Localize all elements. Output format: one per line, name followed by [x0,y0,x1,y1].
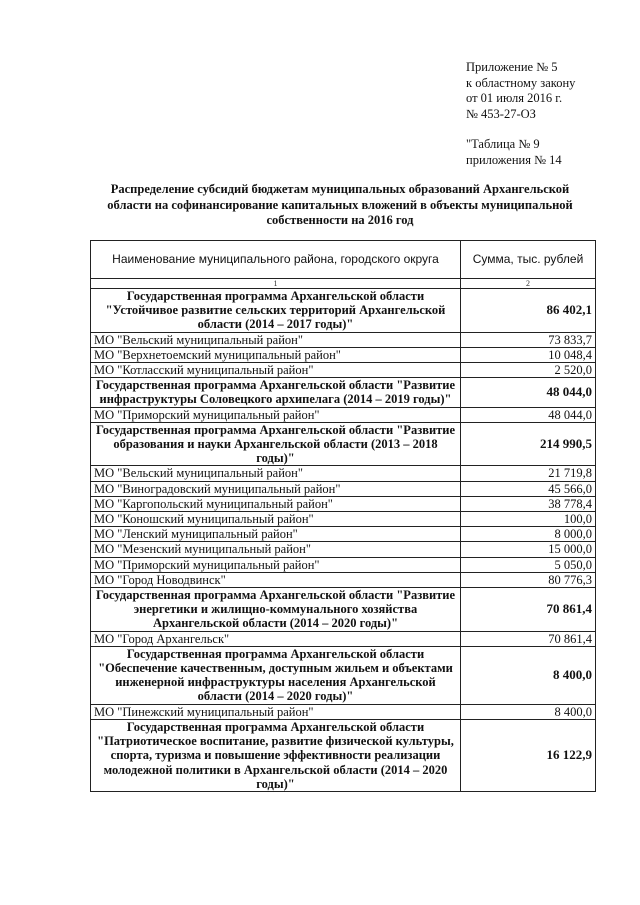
municipality-name: МО "Котласский муниципальный район" [91,363,461,378]
table-row [91,557,596,572]
table-row [91,704,596,719]
program-name: Государственная программа Архангельской области "Патриотическое воспитание, развитие физической культуры, спорта, туризма и повышение эффективности реализации молодежной политики в Архангельской области (2014 – 2020 годы)" [91,719,461,791]
municipality-amount: 15 000,0 [461,542,596,557]
program-row [91,719,596,791]
municipality-name: МО "Приморский муниципальный район" [91,407,461,422]
program-row [91,422,596,466]
table-row [91,512,596,527]
municipality-amount: 45 566,0 [461,481,596,496]
municipality-name: МО "Вельский муниципальный район" [91,332,461,347]
municipality-name: МО "Ленский муниципальный район" [91,527,461,542]
table-row [91,496,596,511]
municipality-amount: 73 833,7 [461,332,596,347]
table-row [91,347,596,362]
table-ref-line: "Таблица № 9 [466,137,540,151]
table-index-row [91,279,596,289]
col-index-1: 1 [91,279,461,289]
program-total: 8 400,0 [461,646,596,704]
program-row [91,646,596,704]
table-row [91,466,596,481]
program-total: 70 861,4 [461,588,596,632]
municipality-amount: 38 778,4 [461,496,596,511]
appendix-line: Приложение № 5 [466,60,558,74]
municipality-amount: 2 520,0 [461,363,596,378]
table-row [91,407,596,422]
municipality-amount: 8 000,0 [461,527,596,542]
table-header-row [91,241,596,279]
municipality-amount: 21 719,8 [461,466,596,481]
program-name: Государственная программа Архангельской области "Обеспечение качественным, доступным жильем и объектами инженерной инфраструктуры населения Архангельской области (2014 – 2020 годы)" [91,646,461,704]
municipality-name: МО "Вельский муниципальный район" [91,466,461,481]
table-row [91,527,596,542]
municipality-name: МО "Пинежский муниципальный район" [91,704,461,719]
table-row [91,631,596,646]
table-row [91,542,596,557]
table-row [91,332,596,347]
document-title: Распределение субсидий бюджетам муниципальных образований Архангельской области на софинансирование капитальных вложений в объекты муниципальной собственности на 2016 год [107,182,573,227]
municipality-name: МО "Город Новодвинск" [91,572,461,587]
subsidy-table [90,240,596,792]
program-row [91,289,596,333]
municipality-amount: 5 050,0 [461,557,596,572]
municipality-name: МО "Мезенский муниципальный район" [91,542,461,557]
municipality-amount: 80 776,3 [461,572,596,587]
municipality-name: МО "Верхнетоемский муниципальный район" [91,347,461,362]
appendix-line: от 01 июля 2016 г. [466,91,563,105]
municipality-amount: 70 861,4 [461,631,596,646]
table-ref-line: приложения № 14 [466,152,562,167]
municipality-name: МО "Виноградовский муниципальный район" [91,481,461,496]
program-name: Государственная программа Архангельской области "Развитие образования и науки Архангельской области (2013 – 2018 годы)" [91,422,461,466]
program-name: Государственная программа Архангельской области "Устойчивое развитие сельских территорий Архангельской области (2014 – 2017 годы)" [91,289,461,333]
col-header-amount: Сумма, тыс. рублей [461,241,596,279]
program-row [91,378,596,407]
municipality-name: МО "Коношский муниципальный район" [91,512,461,527]
program-total: 16 122,9 [461,719,596,791]
municipality-name: МО "Приморский муниципальный район" [91,557,461,572]
appendix-line: № 453-27-ОЗ [466,106,536,121]
municipality-amount: 8 400,0 [461,704,596,719]
col-header-name: Наименование муниципального района, городского округа [91,241,461,279]
municipality-amount: 10 048,4 [461,347,596,362]
table-row [91,363,596,378]
appendix-line: к областному закону [466,75,576,90]
program-total: 86 402,1 [461,289,596,333]
program-total: 48 044,0 [461,378,596,407]
municipality-name: МО "Город Архангельск" [91,631,461,646]
program-row [91,588,596,632]
municipality-amount: 100,0 [461,512,596,527]
program-total: 214 990,5 [461,422,596,466]
table-row [91,481,596,496]
municipality-amount: 48 044,0 [461,407,596,422]
program-name: Государственная программа Архангельской области "Развитие инфраструктуры Соловецкого архипелага (2014 – 2019 годы)" [91,378,461,407]
col-index-2: 2 [461,279,596,289]
appendix-header [466,60,575,168]
program-name: Государственная программа Архангельской области "Развитие энергетики и жилищно-коммунального хозяйства Архангельской области (2014 – 2020 годы)" [91,588,461,632]
municipality-name: МО "Каргопольский муниципальный район" [91,496,461,511]
table-row [91,572,596,587]
